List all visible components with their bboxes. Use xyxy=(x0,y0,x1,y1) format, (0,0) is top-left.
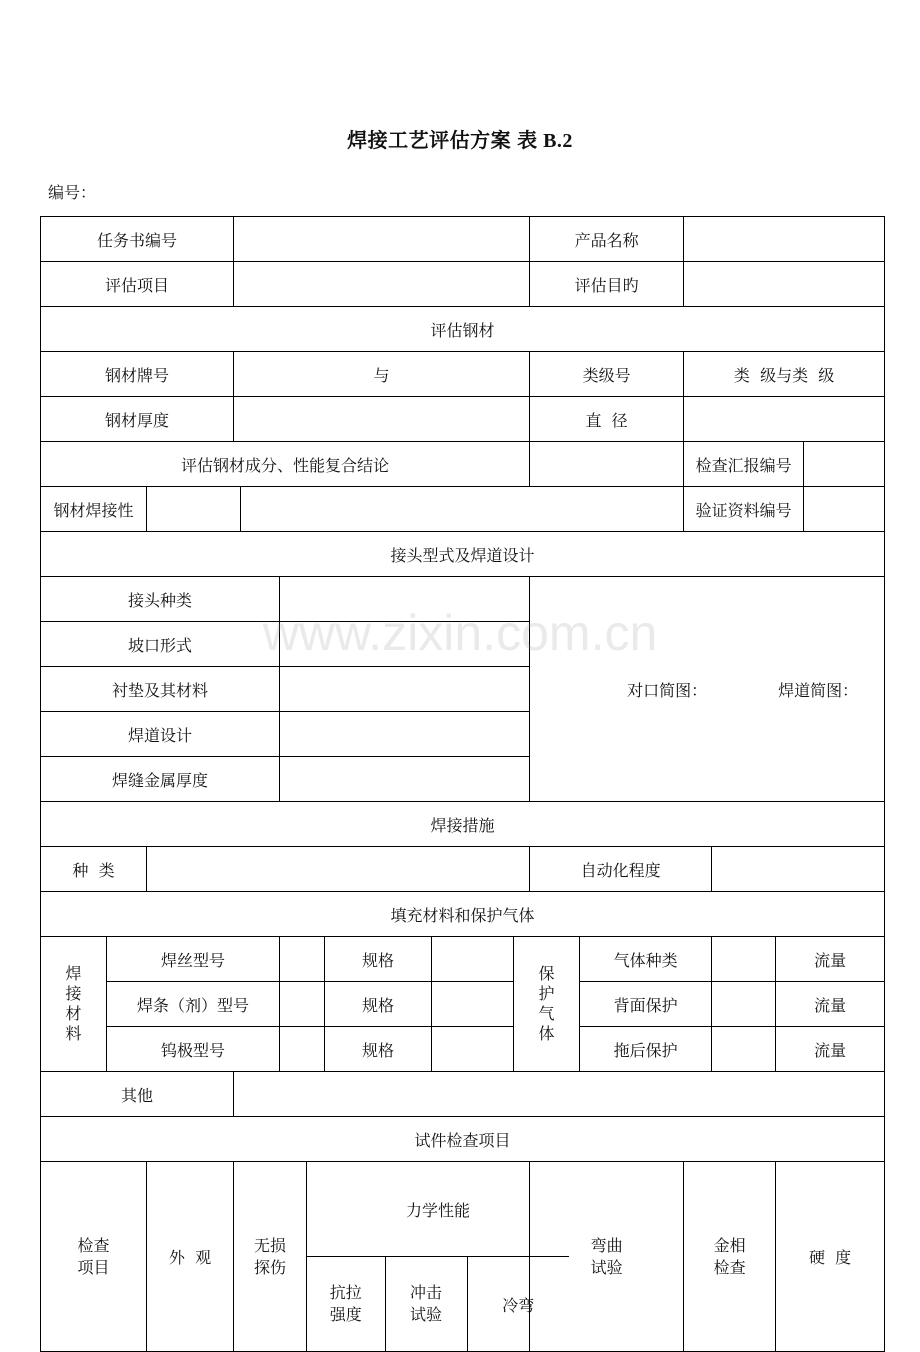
row-eval xyxy=(41,262,885,307)
class-no-label: 类级号 xyxy=(530,352,684,397)
section-steel-title: 评估钢材 xyxy=(41,307,885,352)
steel-grade-value[interactable]: 与 xyxy=(234,352,530,397)
inspection-report-value[interactable] xyxy=(804,442,885,487)
process-type-label: 种 类 xyxy=(41,847,147,892)
class-no-value[interactable]: 类 级与类 级 xyxy=(684,352,885,397)
watermark: www.zixin.com.cn xyxy=(262,605,658,661)
back-shield-flow-label: 流量 xyxy=(776,982,885,1027)
section-test xyxy=(41,1117,885,1162)
section-joint xyxy=(41,532,885,577)
mechanical-properties-label: 力学性能 xyxy=(307,1162,569,1257)
document-title xyxy=(0,124,920,153)
joint-type-value[interactable] xyxy=(280,577,530,622)
row-weldability xyxy=(41,487,885,532)
other-value[interactable] xyxy=(234,1072,885,1117)
backing-material-value[interactable] xyxy=(280,667,530,712)
wire-spec-label: 规格 xyxy=(325,937,432,982)
appearance-label: 外 观 xyxy=(147,1162,234,1352)
other-label: 其他 xyxy=(41,1072,234,1117)
steel-grade-label: 钢材牌号 xyxy=(41,352,234,397)
task-no-label: 任务书编号 xyxy=(41,217,234,262)
verification-value[interactable] xyxy=(804,487,885,532)
electrode-spec-value[interactable] xyxy=(432,982,514,1027)
process-type-value[interactable] xyxy=(147,847,530,892)
row-composition xyxy=(41,442,885,487)
section-measures xyxy=(41,802,885,847)
bead-sketch-label: 焊道简图： xyxy=(778,680,859,700)
row-test xyxy=(41,1162,885,1352)
cold-bend-label: 冷弯 xyxy=(467,1257,569,1352)
weld-metal-thickness-label: 焊缝金属厚度 xyxy=(41,757,280,802)
trailing-shield-flow-label: 流量 xyxy=(776,1027,885,1072)
back-shield-label: 背面保护 xyxy=(580,982,712,1027)
sketch-area[interactable] xyxy=(530,577,885,802)
weldability-note[interactable] xyxy=(241,487,684,532)
hardness-label: 硬 度 xyxy=(776,1162,885,1352)
mechanical-properties-group xyxy=(307,1162,535,1352)
evaluation-form-table xyxy=(40,216,885,1352)
back-shield-value[interactable] xyxy=(712,982,776,1027)
eval-item-value[interactable] xyxy=(234,262,530,307)
tungsten-model-value[interactable] xyxy=(280,1027,325,1072)
diameter-value[interactable] xyxy=(684,397,885,442)
section-filler-title: 填充材料和保护气体 xyxy=(41,892,885,937)
title-text: 焊接工艺评估方案 xyxy=(347,128,512,152)
row-other xyxy=(41,1072,885,1117)
trailing-shield-label: 拖后保护 xyxy=(580,1027,712,1072)
eval-purpose-label: 评估目旳 xyxy=(530,262,684,307)
weldability-label: 钢材焊接性 xyxy=(41,487,147,532)
automation-label: 自动化程度 xyxy=(530,847,712,892)
bead-design-label: 焊道设计 xyxy=(41,712,280,757)
wire-model-label: 焊丝型号 xyxy=(107,937,280,982)
steel-thickness-value[interactable] xyxy=(234,397,530,442)
product-name-value[interactable] xyxy=(684,217,885,262)
shielding-gas-group-label: 保 护 气 体 xyxy=(514,937,580,1072)
metallography-label: 金相 检查 xyxy=(684,1162,776,1352)
section-steel xyxy=(41,307,885,352)
row-measures xyxy=(41,847,885,892)
joint-type-label: 接头种类 xyxy=(41,577,280,622)
groove-form-value[interactable] xyxy=(280,622,530,667)
weldability-value[interactable] xyxy=(147,487,241,532)
ndt-label: 无损 探伤 xyxy=(234,1162,307,1352)
row-filler-2 xyxy=(41,982,885,1027)
electrode-model-value[interactable] xyxy=(280,982,325,1027)
tensile-strength-label: 抗拉 强度 xyxy=(307,1257,385,1352)
bead-design-value[interactable] xyxy=(280,712,530,757)
product-name-label: 产品名称 xyxy=(530,217,684,262)
welding-material-group-label: 焊 接 材 料 xyxy=(41,937,107,1072)
wire-model-value[interactable] xyxy=(280,937,325,982)
row-filler-1 xyxy=(41,937,885,982)
backing-material-label: 衬垫及其材料 xyxy=(41,667,280,712)
electrode-spec-label: 规格 xyxy=(325,982,432,1027)
weld-metal-thickness-value[interactable] xyxy=(280,757,530,802)
doc-number-label: 编号： xyxy=(48,183,97,202)
gas-type-value[interactable] xyxy=(712,937,776,982)
table-code: 表 B.2 xyxy=(517,130,573,152)
tungsten-model-label: 钨极型号 xyxy=(107,1027,280,1072)
section-joint-title: 接头型式及焊道设计 xyxy=(41,532,885,577)
verification-label: 验证资料编号 xyxy=(684,487,804,532)
eval-item-label: 评估项目 xyxy=(41,262,234,307)
composition-value[interactable] xyxy=(530,442,684,487)
impact-test-label: 冲击 试验 xyxy=(385,1257,467,1352)
groove-sketch-label: 对口简图： xyxy=(627,680,708,700)
section-measures-title: 焊接措施 xyxy=(41,802,885,847)
wire-spec-value[interactable] xyxy=(432,937,514,982)
row-filler-3 xyxy=(41,1027,885,1072)
tungsten-spec-label: 规格 xyxy=(325,1027,432,1072)
row-steel-grade xyxy=(41,352,885,397)
electrode-model-label: 焊条（剂）型号 xyxy=(107,982,280,1027)
composition-label: 评估钢材成分、性能复合结论 xyxy=(41,442,530,487)
groove-form-label: 坡口形式 xyxy=(41,622,280,667)
inspection-report-label: 检查汇报编号 xyxy=(684,442,804,487)
automation-value[interactable] xyxy=(712,847,885,892)
row-task xyxy=(41,217,885,262)
gas-flow-label: 流量 xyxy=(776,937,885,982)
gas-type-label: 气体种类 xyxy=(580,937,712,982)
eval-purpose-value[interactable] xyxy=(684,262,885,307)
trailing-shield-value[interactable] xyxy=(712,1027,776,1072)
section-test-title: 试件检查项目 xyxy=(41,1117,885,1162)
task-no-value[interactable] xyxy=(234,217,530,262)
inspection-item-label: 检查 项目 xyxy=(41,1162,147,1352)
steel-thickness-label: 钢材厚度 xyxy=(41,397,234,442)
row-joint-1 xyxy=(41,577,885,622)
tungsten-spec-value[interactable] xyxy=(432,1027,514,1072)
diameter-label: 直 径 xyxy=(530,397,684,442)
section-filler xyxy=(41,892,885,937)
row-steel-thickness xyxy=(41,397,885,442)
bend-test-label: 弯曲 试验 xyxy=(530,1162,684,1352)
